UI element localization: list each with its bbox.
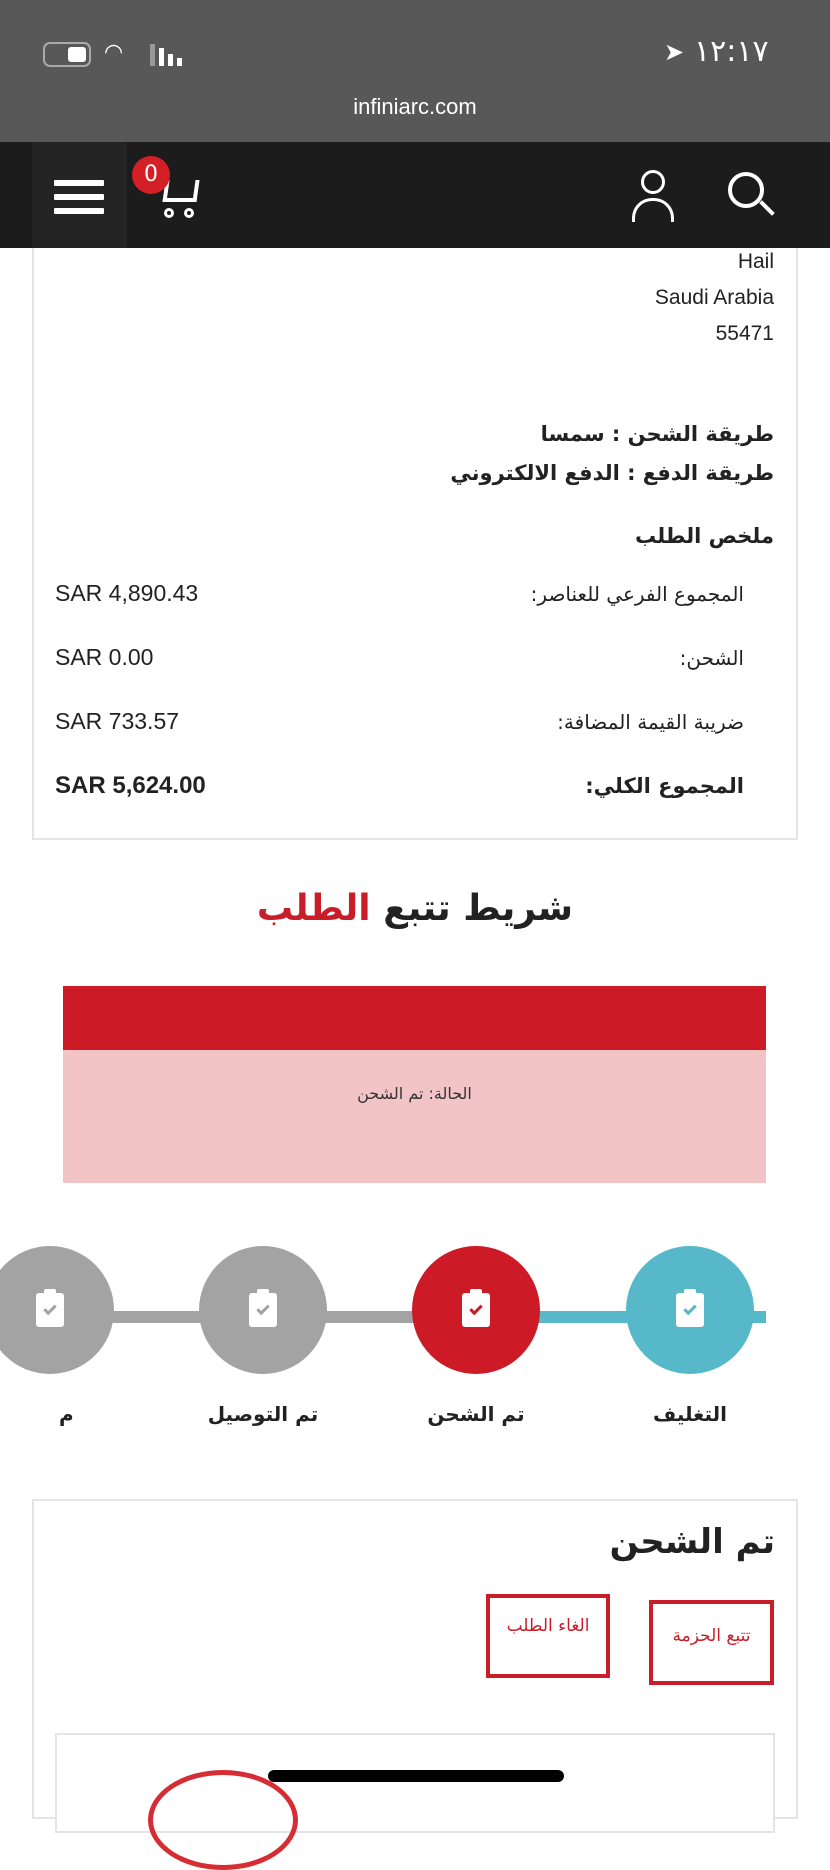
location-icon: ➤ — [664, 38, 685, 66]
step-label-shipped: تم الشحن — [427, 1402, 525, 1426]
shipping-label: الشحن: — [679, 646, 744, 670]
vat-label: ضريبة القيمة المضافة: — [557, 710, 744, 734]
tracking-status-text: الحالة: تم الشحن — [357, 1084, 472, 1103]
tracking-title — [0, 888, 830, 929]
wifi-icon: ◠ — [104, 40, 124, 65]
home-indicator — [268, 1770, 564, 1782]
address-postal: 55471 — [715, 322, 774, 345]
signal-icon — [150, 44, 188, 66]
user-icon[interactable] — [630, 170, 676, 222]
track-package-button[interactable]: تتبع الحزمة — [649, 1600, 774, 1685]
payment-method: طريقة الدفع : الدفع الالكتروني — [450, 461, 774, 485]
tracking-title-main: شريط تتبع — [383, 888, 574, 929]
url-bar[interactable]: infiniarc.com — [353, 94, 477, 119]
address-country: Saudi Arabia — [654, 286, 774, 309]
subtotal-label: المجموع الفرعي للعناصر: — [530, 582, 744, 606]
step-label-packaging: التغليف — [653, 1402, 727, 1426]
browser-top-bar — [0, 0, 830, 142]
menu-button[interactable] — [32, 142, 127, 248]
cancel-order-button[interactable]: الغاء الطلب — [486, 1594, 610, 1678]
step-label-clip — [59, 1402, 83, 1432]
total-value: SAR 5,624.00 — [55, 772, 206, 799]
step-label-delivered: تم التوصيل — [207, 1402, 319, 1426]
subtotal-value: SAR 4,890.43 — [55, 580, 199, 606]
cart-count-badge: 0 — [132, 156, 170, 194]
tracking-status-bar — [63, 986, 766, 1050]
step-shipped-icon — [412, 1246, 540, 1374]
step-packaging-icon — [626, 1246, 754, 1374]
shipping-method: طريقة الشحن : سمسا — [540, 422, 774, 446]
status-time: ١٢:١٧ — [694, 34, 769, 69]
progress-stepper — [63, 1240, 766, 1400]
tracking-title-accent: الطلب — [256, 888, 371, 929]
total-label: المجموع الكلي: — [585, 774, 744, 798]
tracking-status-panel — [63, 1050, 766, 1183]
summary-title: ملخص الطلب — [634, 524, 774, 548]
stamp-image — [148, 1770, 298, 1870]
shipment-title: تم الشحن — [609, 1522, 775, 1562]
vat-value: SAR 733.57 — [55, 708, 180, 734]
address-city: Hail — [737, 250, 774, 273]
search-icon[interactable] — [728, 172, 774, 220]
step-delivered-icon — [199, 1246, 327, 1374]
shipping-value: SAR 0.00 — [55, 644, 154, 670]
step-label-next: م — [59, 1402, 74, 1426]
step-next-icon — [0, 1246, 114, 1374]
battery-icon — [43, 42, 91, 67]
